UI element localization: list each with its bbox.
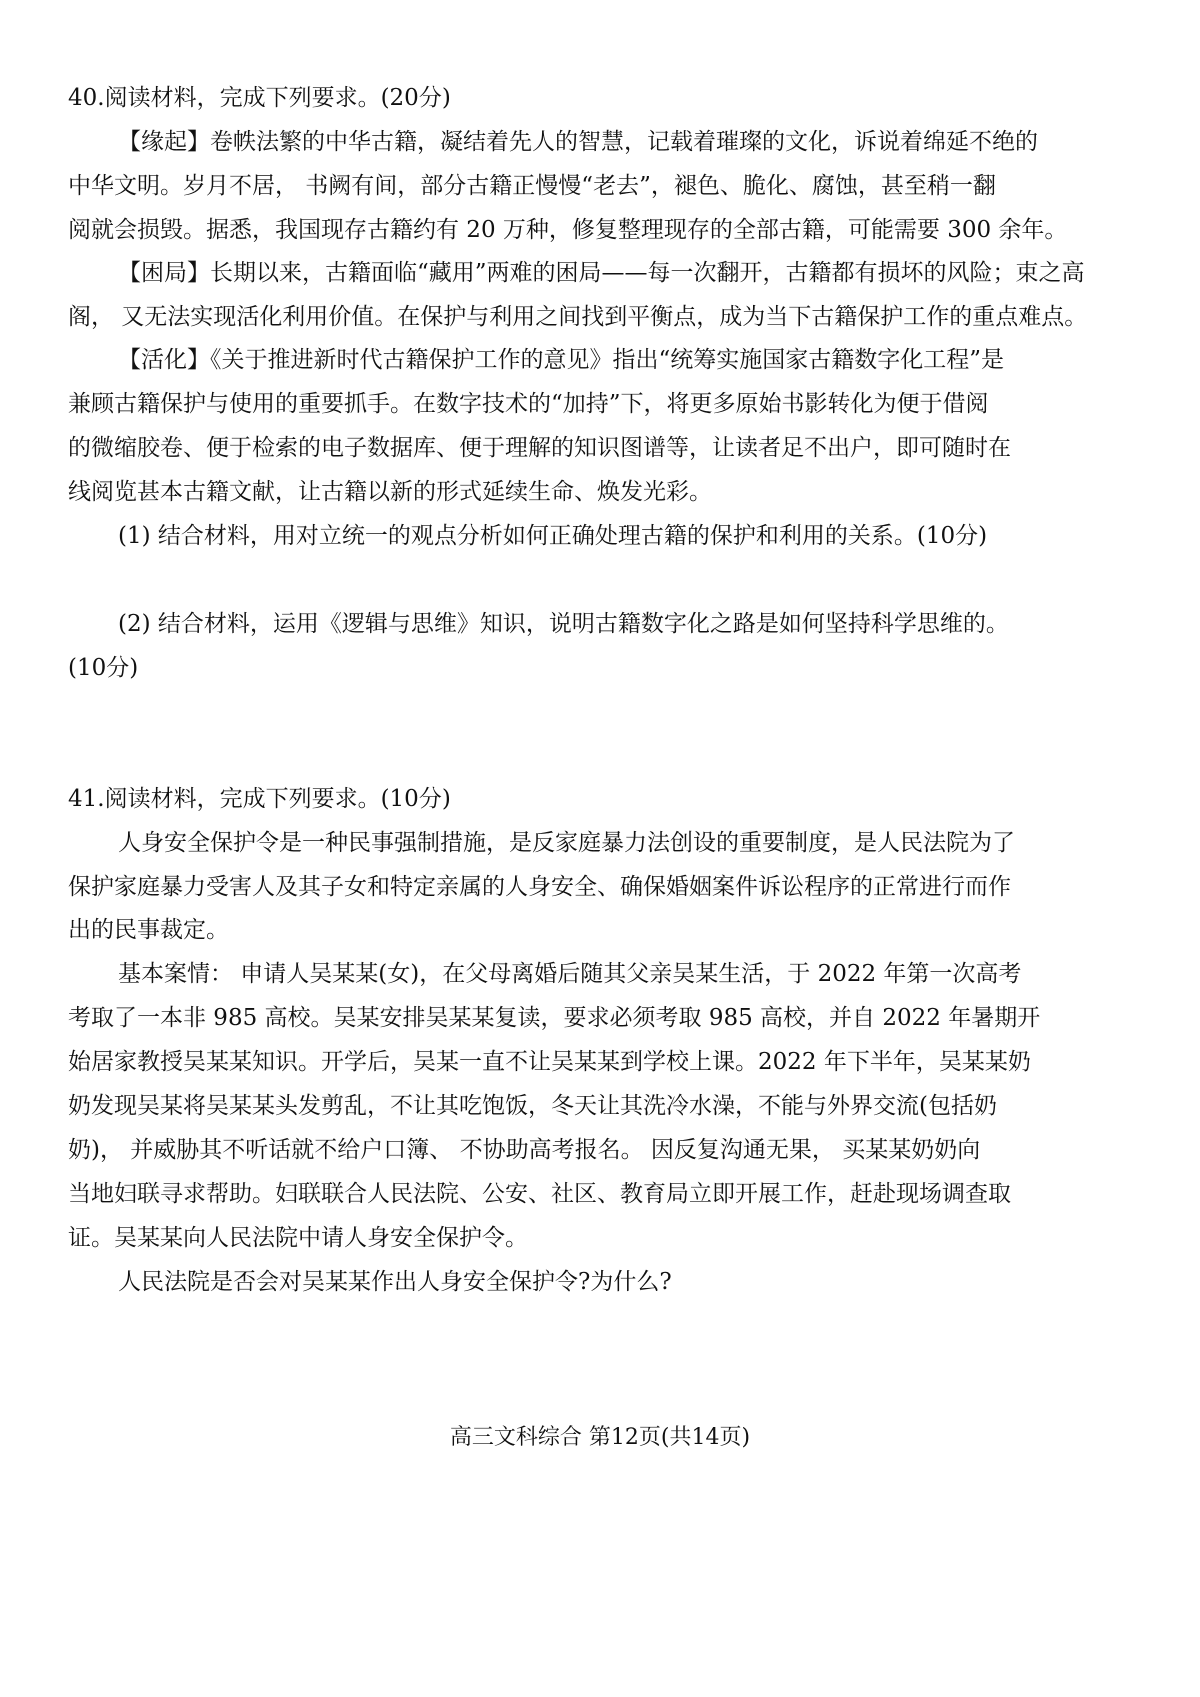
q40-subquestion-2-score: (10分) [68, 655, 139, 681]
q41-intro-line: 保护家庭暴力受害人及其子女和特定亲属的人身安全、确保婚姻案件诉讼程序的正常进行而作 [68, 874, 1011, 900]
q41-intro-line: 人身安全保护令是一种民事强制措施，是反家庭暴力法创设的重要制度，是人民法院为了 [118, 830, 1015, 856]
q41-case-line: 考取了一本非 985 高校。吴某安排吴某某复读，要求必须考取 985 高校，并自 2022 年暑期开 [68, 1005, 1041, 1031]
page-footer: 高三文科综合 第12页(共14页) [449, 1425, 751, 1450]
q40-dilemma-line: 阁， 又无法实现活化利用价值。在保护与利用之间找到平衡点，成为当下古籍保护工作的重点难点。 [68, 304, 1088, 330]
q41-intro-line: 出的民事裁定。 [68, 917, 229, 943]
q40-activation-line: 的微缩胶卷、便于检索的电子数据库、便于理解的知识图谱等，让读者足不出户，即可随时在 [68, 435, 1011, 461]
q41-case-line: 证。吴某某向人民法院中请人身安全保护令。 [68, 1225, 528, 1251]
q41-question: 人民法院是否会对吴某某作出人身安全保护令?为什么? [118, 1269, 672, 1295]
q40-origin-line: 中华文明。岁月不居， 书阙有间，部分古籍正慢慢“老去”，褪色、脆化、腐蚀，甚至稍一翻 [68, 173, 996, 199]
q40-activation-line: 【活化】《关于推进新时代古籍保护工作的意见》指出“统筹实施国家古籍数字化工程”是 [118, 347, 1005, 373]
q41-case-line: 奶发现吴某将吴某某头发剪乱，不让其吃饱饭，冬天让其洗冷水澡，不能与外界交流(包括奶 [68, 1093, 997, 1119]
q40-origin-line: 【缘起】卷帙法繁的中华古籍，凝结着先人的智慧，记载着璀璨的文化，诉说着绵延不绝的 [118, 129, 1038, 155]
q41-case-line: 奶)， 并威胁其不听话就不给户口簿、 不协助高考报名。 因反复沟通无果， 买某某奶奶向 [68, 1137, 981, 1163]
q40-origin-line: 阅就会损毁。据悉，我国现存古籍约有 20 万种，修复整理现存的全部古籍，可能需要 300 余年。 [68, 217, 1068, 243]
q41-case-line: 基本案情： 申请人吴某某(女)，在父母离婚后随其父亲吴某生活，于 2022 年第一次高考 [118, 961, 1022, 987]
q40-activation-line: 线阅览甚本古籍文献，让古籍以新的形式延续生命、焕发光彩。 [68, 479, 712, 505]
q40-subquestion-1: (1) 结合材料，用对立统一的观点分析如何正确处理古籍的保护和利用的关系。(10分) [118, 523, 988, 549]
q40-heading: 40.阅读材料，完成下列要求。(20分) [68, 85, 451, 111]
q40-subquestion-2: (2) 结合材料，运用《逻辑与思维》知识，说明古籍数字化之路是如何坚持科学思维的。 [118, 611, 1009, 637]
q41-heading: 41.阅读材料，完成下列要求。(10分) [68, 786, 451, 812]
q40-dilemma-line: 【困局】长期以来，古籍面临“藏用”两难的困局——每一次翻开，古籍都有损坏的风险；束之高 [118, 260, 1085, 286]
q41-case-line: 始居家教授吴某某知识。开学后，吴某一直不让吴某某到学校上课。2022 年下半年，吴某某奶 [68, 1049, 1031, 1075]
q41-case-line: 当地妇联寻求帮助。妇联联合人民法院、公安、社区、教育局立即开展工作，赶赴现场调查取 [68, 1181, 1011, 1207]
q40-activation-line: 兼顾古籍保护与使用的重要抓手。在数字技术的“加持”下，将更多原始书影转化为便于借阅 [68, 391, 989, 417]
